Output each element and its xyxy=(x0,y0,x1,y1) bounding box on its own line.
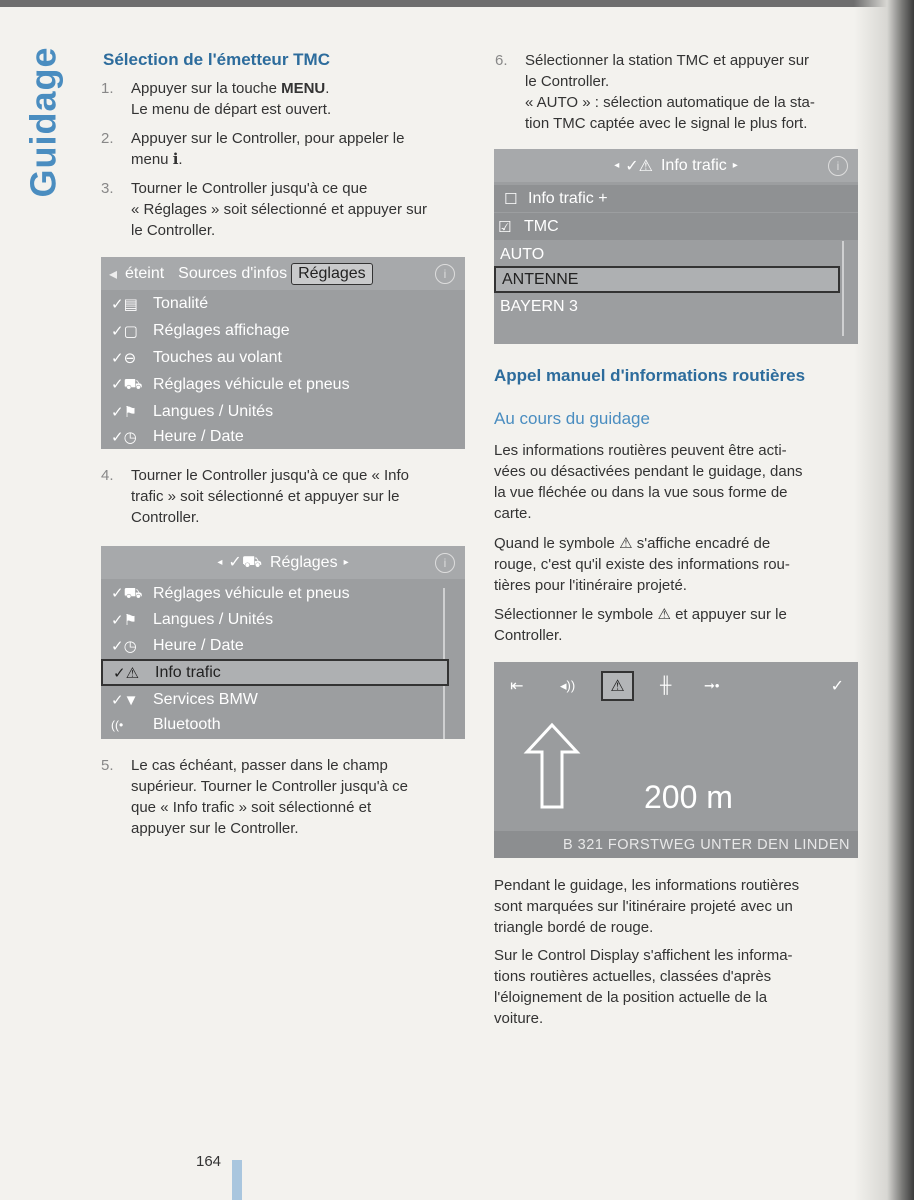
checkbox-row[interactable] xyxy=(494,213,858,240)
scrollbar[interactable] xyxy=(842,241,844,336)
step-text: Appuyer sur le Controller, pour appeler le xyxy=(131,130,405,147)
menu-key-label: MENU xyxy=(281,80,326,97)
step-text: Le cas échéant, passer dans le champ xyxy=(131,757,388,774)
step-text: . xyxy=(178,151,183,168)
warning-triangle-icon: ⚠ xyxy=(657,606,671,623)
step-text: « AUTO » : sélection automatique de la sta- xyxy=(525,94,815,111)
screen-settings-menu xyxy=(101,257,465,449)
step-text: Controller. xyxy=(131,509,200,526)
paragraph-line: et appuyer sur le xyxy=(675,606,787,623)
page-number: 164 xyxy=(196,1153,222,1170)
menu-item[interactable] xyxy=(101,632,465,659)
road-icon[interactable]: ╫ xyxy=(660,677,672,694)
speaker-icon[interactable]: ◂)) xyxy=(560,678,576,693)
screen-arrow-view xyxy=(494,662,858,858)
tab-settings[interactable]: Réglages xyxy=(291,263,373,285)
station-item-selected[interactable] xyxy=(494,266,840,293)
step-4 xyxy=(101,465,471,528)
paragraph-line: voiture. xyxy=(494,1010,544,1027)
menu-item-label: Bluetooth xyxy=(153,715,221,733)
step-text: Sélectionner la station TMC et appuyer sur xyxy=(525,52,810,69)
station-label: AUTO xyxy=(500,245,545,263)
step-text: trafic » soit sélectionné et appuyer sur le xyxy=(131,488,400,505)
services-icon: ✓▼ xyxy=(111,691,139,709)
paragraph-line: Pendant le guidage, les informations routières xyxy=(494,877,800,894)
street-name: B 321 FORSTWEG UNTER DEN LINDEN xyxy=(494,831,858,858)
info-icon: i xyxy=(828,156,848,176)
paragraph-line: s'affiche encadré de xyxy=(636,535,771,552)
paragraph-line: sont marquées sur l'itinéraire projeté avec un xyxy=(494,898,793,915)
paragraph-line: tières pour l'itinéraire projeté. xyxy=(494,577,687,594)
screen-tab-bar xyxy=(101,257,465,290)
step-text: Le menu de départ est ouvert. xyxy=(131,101,332,118)
menu-item-label: Info trafic xyxy=(155,663,221,681)
menu-item[interactable] xyxy=(101,398,465,425)
display-icon: ✓▢ xyxy=(111,322,138,340)
back-arrow-icon[interactable]: ⇤ xyxy=(510,678,524,695)
nav-arrow-icon: ▸ xyxy=(732,160,738,171)
step-1 xyxy=(101,78,461,120)
traffic-warning-button[interactable]: ⚠ xyxy=(601,671,634,701)
nav-arrow-icon: ▸ xyxy=(343,557,349,568)
left-arrow-icon: ◂ xyxy=(109,265,118,283)
screen-traffic-info xyxy=(494,149,858,344)
step-text: le Controller. xyxy=(131,222,216,239)
step-text: que « Info trafic » soit sélectionné et xyxy=(131,799,372,816)
menu-item[interactable] xyxy=(101,290,465,317)
paragraph-line: l'éloignement de la position actuelle de la xyxy=(494,989,768,1006)
menu-item-label: TMC xyxy=(524,217,559,235)
step-text: « Réglages » soit sélectionné et appuyer sur xyxy=(131,201,428,218)
paragraph-line: vées ou désactivées pendant le guidage, dans xyxy=(494,463,803,480)
menu-item[interactable] xyxy=(101,344,465,371)
station-label: BAYERN 3 xyxy=(500,297,578,315)
step-text: Tourner le Controller jusqu'à ce que xyxy=(131,180,368,197)
check-icon[interactable]: ✓ xyxy=(830,678,844,695)
menu-item[interactable] xyxy=(101,317,465,344)
menu-item-label: Services BMW xyxy=(153,690,258,708)
step-number: 4. xyxy=(101,467,114,484)
step-6 xyxy=(495,50,865,134)
checkbox-icon[interactable]: ☐ xyxy=(504,190,518,208)
menu-item-label: Réglages affichage xyxy=(153,321,290,339)
straight-arrow-icon xyxy=(522,722,582,812)
paragraph xyxy=(494,440,854,524)
page-gutter-shadow xyxy=(854,0,914,1200)
menu-item-selected[interactable] xyxy=(101,659,449,686)
screen-title-bar xyxy=(101,546,465,579)
top-rule xyxy=(0,0,914,7)
flag-icon: ✓⚑ xyxy=(111,611,138,629)
paragraph-line: rouge, c'est qu'il existe des informations rou- xyxy=(494,556,790,573)
menu-item-label: Réglages véhicule et pneus xyxy=(153,584,350,602)
checked-box-icon[interactable]: ☑ xyxy=(498,218,512,236)
paragraph-line: Controller. xyxy=(494,627,563,644)
screen-settings-list xyxy=(101,546,465,739)
section-heading-tmc: Sélection de l'émetteur TMC xyxy=(103,50,330,69)
paragraph-line: la vue fléchée ou dans la vue sous forme de xyxy=(494,484,788,501)
menu-item-label: Tonalité xyxy=(153,294,209,312)
chapter-tab-label: Guidage xyxy=(23,46,64,198)
step-number: 6. xyxy=(495,52,508,69)
warning-triangle-icon: ⚠ xyxy=(619,535,633,552)
menu-item[interactable] xyxy=(101,606,465,633)
tab-off[interactable]: éteint xyxy=(125,264,165,282)
guidance-toolbar xyxy=(494,662,858,710)
warning-icon: ✓⚠ xyxy=(113,664,140,682)
step-text: appuyer sur le Controller. xyxy=(131,820,299,837)
paragraph-line: Les informations routières peuvent être acti- xyxy=(494,442,787,459)
step-number: 1. xyxy=(101,80,114,97)
step-text: le Controller. xyxy=(525,73,610,90)
menu-item[interactable] xyxy=(101,423,465,449)
clock-icon: ✓◷ xyxy=(111,637,137,655)
step-text: supérieur. Tourner le Controller jusqu'à ce xyxy=(131,778,408,795)
bluetooth-icon: ((• xyxy=(111,717,124,732)
step-number: 5. xyxy=(101,757,114,774)
info-i-icon: i xyxy=(172,150,179,168)
menu-item-label: Réglages véhicule et pneus xyxy=(153,375,350,393)
tab-info-sources[interactable]: Sources d'infos xyxy=(178,264,288,282)
paragraph xyxy=(494,945,854,1029)
station-item[interactable] xyxy=(494,293,840,320)
menu-item-label: Langues / Unités xyxy=(153,610,274,628)
nav-arrow-icon: ◂ xyxy=(614,160,620,171)
menu-item[interactable] xyxy=(101,580,465,607)
distance-readout: 200 m xyxy=(644,779,733,815)
step-number: 3. xyxy=(101,180,114,197)
paragraph xyxy=(494,875,854,938)
step-text: Appuyer sur la touche xyxy=(131,80,282,97)
menu-item-label: Heure / Date xyxy=(153,427,244,445)
menu-item-label: Heure / Date xyxy=(153,636,244,654)
warning-check-icon: ✓⚠ xyxy=(625,157,653,175)
step-text: . xyxy=(325,80,330,97)
paragraph-line: Sur le Control Display s'affichent les informa- xyxy=(494,947,793,964)
subheading-during-guidance: Au cours du guidage xyxy=(494,409,650,428)
tone-icon: ✓▤ xyxy=(111,295,138,313)
menu-item[interactable] xyxy=(101,371,465,398)
menu-item-label: Touches au volant xyxy=(153,348,282,366)
step-3 xyxy=(101,178,471,241)
step-text: Tourner le Controller jusqu'à ce que « Info xyxy=(131,467,410,484)
paragraph-line: Sélectionner le symbole xyxy=(494,606,654,623)
step-2 xyxy=(101,128,461,170)
steering-wheel-icon: ✓⊖ xyxy=(111,349,137,367)
step-number: 2. xyxy=(101,130,114,147)
checkbox-row[interactable] xyxy=(494,185,858,212)
paragraph-line: carte. xyxy=(494,505,532,522)
info-icon: i xyxy=(435,264,455,284)
step-text: menu xyxy=(131,151,173,168)
step-5 xyxy=(101,755,471,839)
flag-icon: ✓⚑ xyxy=(111,403,138,421)
paragraph xyxy=(494,533,854,596)
car-icon: ✓⛟ xyxy=(111,584,143,602)
paragraph-line: tions routières actuelles, classées d'après xyxy=(494,968,772,985)
paragraph xyxy=(494,604,854,646)
menu-item-label: Langues / Unités xyxy=(153,402,274,420)
step-text: tion TMC captée avec le signal le plus fort. xyxy=(525,115,808,132)
chapter-tab xyxy=(24,42,64,202)
page-number-bar xyxy=(232,1160,242,1200)
paragraph-line: Quand le symbole xyxy=(494,535,615,552)
station-item[interactable] xyxy=(494,241,840,268)
screen-title: Réglages xyxy=(269,553,338,571)
screen-title-bar xyxy=(494,149,858,182)
menu-item-label: Info trafic + xyxy=(528,189,608,207)
station-label: ANTENNE xyxy=(502,270,579,288)
car-icon: ✓⛟ xyxy=(111,375,143,393)
direction-arrow-icon[interactable]: ➞• xyxy=(704,678,720,693)
nav-arrow-icon: ◂ xyxy=(217,557,223,568)
menu-item[interactable] xyxy=(101,686,465,713)
section-heading-traffic: Appel manuel d'informations routières xyxy=(494,366,806,385)
info-icon: i xyxy=(435,553,455,573)
menu-item[interactable] xyxy=(101,711,465,738)
car-check-icon: ✓⛟ xyxy=(228,554,262,571)
screen-title: Info trafic xyxy=(660,156,727,174)
clock-icon: ✓◷ xyxy=(111,428,137,446)
paragraph-line: triangle bordé de rouge. xyxy=(494,919,654,936)
